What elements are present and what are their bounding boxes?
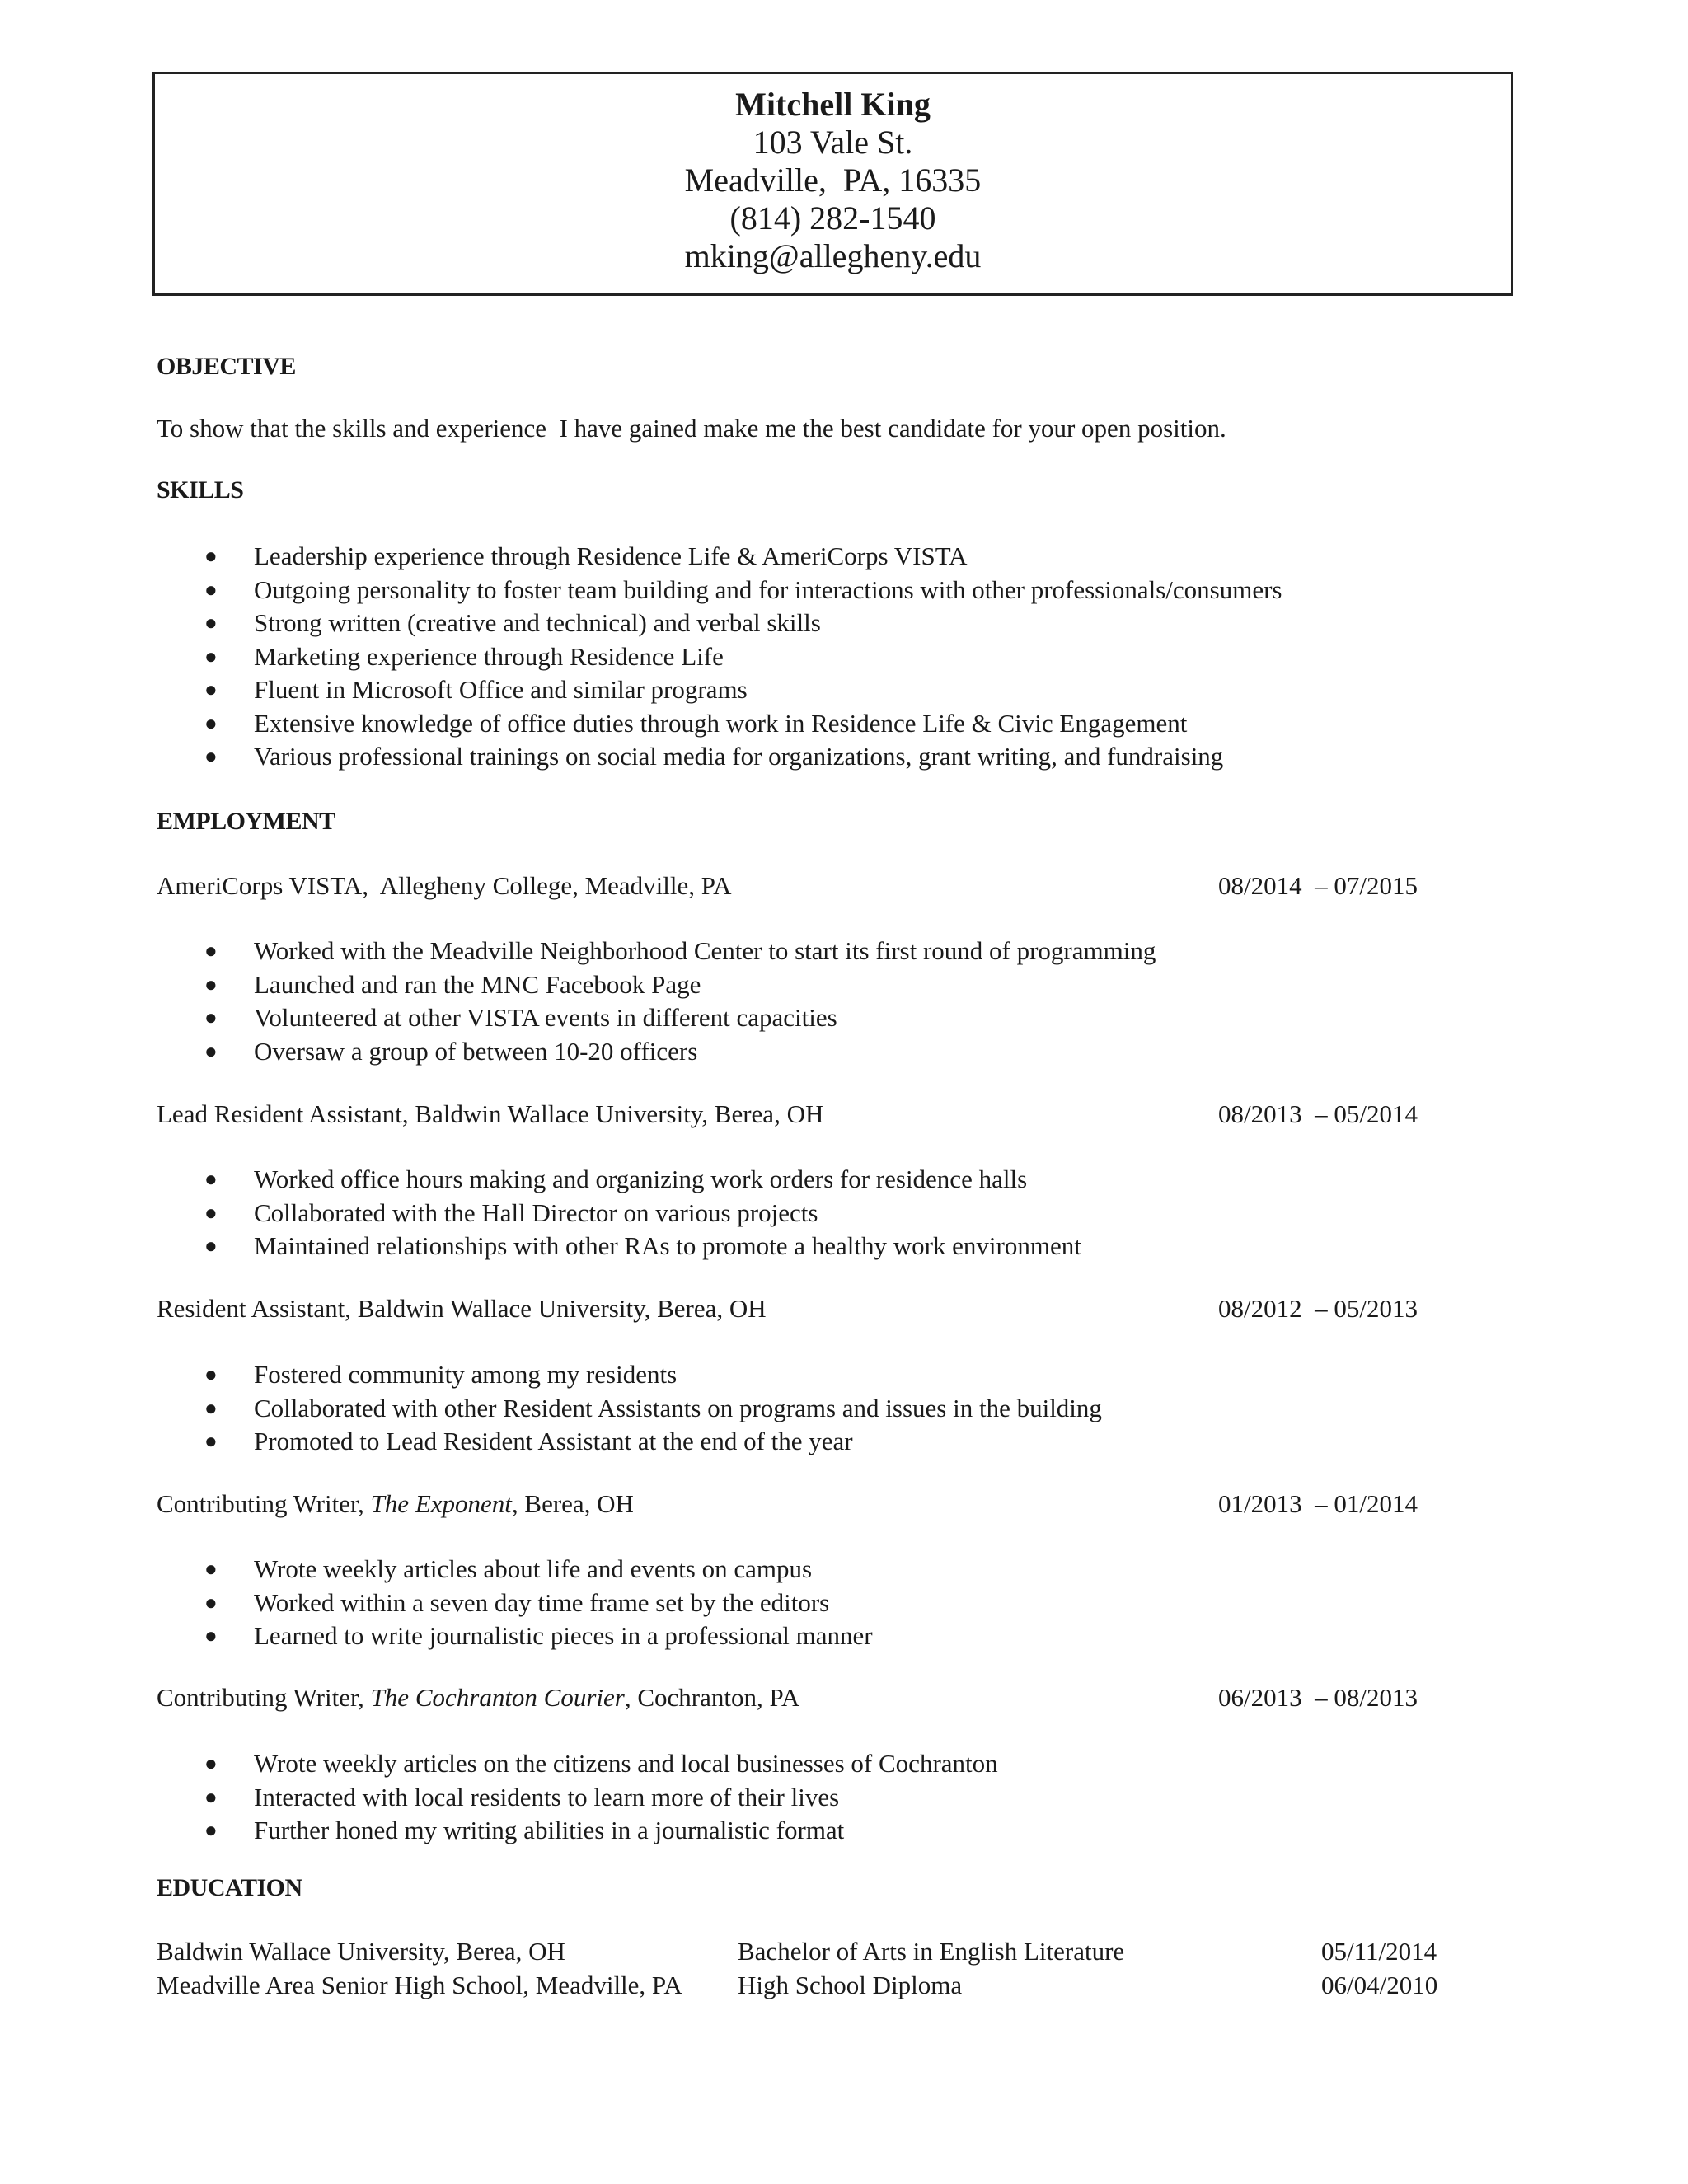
bullet-icon: ● [204,1590,218,1615]
list-item: ● Interacted with local residents to learn more of their lives [157,1781,998,1815]
degree-name: Bachelor of Arts in English Literature [738,1937,1125,1966]
list-item: ● Worked within a seven day time frame set by the editors [157,1586,873,1620]
bullet-icon: ● [204,577,218,602]
bullet-icon: ● [204,710,218,735]
bullet-icon: ● [204,1362,218,1386]
job-title: Contributing Writer, The Cochranton Courier, Cochranton, PA [157,1683,800,1712]
job-title: Contributing Writer, The Exponent, Berea, OH [157,1489,634,1518]
bullet-icon: ● [204,1818,218,1842]
email-address: mking@allegheny.edu [684,237,982,274]
bullet-icon: ● [204,677,218,701]
list-item: ● Extensive knowledge of office duties through work in Residence Life & Civic Engagement [157,707,1282,741]
publication-name: The Exponent [370,1489,512,1518]
list-item: ● Leadership experience through Residence Life & AmeriCorps VISTA [157,540,1282,574]
job-entry [157,1294,1434,1324]
contact-header [152,72,1513,296]
objective-heading: OBJECTIVE [157,353,296,380]
list-item: ● Learned to write journalistic pieces in a professional manner [157,1619,873,1653]
list-item: ● Worked with the Meadville Neighborhood Center to start its first round of programming [157,935,1156,968]
graduation-date: 06/04/2010 [1321,1971,1438,1999]
bullet-icon: ● [204,1395,218,1420]
bullet-icon: ● [204,1751,218,1775]
list-item: ● Maintained relationships with other RAs to promote a healthy work environment [157,1230,1081,1263]
job-bullets [157,1358,1102,1459]
bullet-icon: ● [204,1429,218,1453]
graduation-date: 05/11/2014 [1321,1937,1437,1966]
bullet-icon: ● [204,1624,218,1647]
list-item: ● Various professional trainings on social media for organizations, grant writing, and fundraising [157,740,1282,774]
bullet-icon: ● [204,611,218,635]
job-entry [157,1099,1434,1129]
list-item: ● Fostered community among my residents [157,1358,1102,1392]
skills-list [157,540,1282,774]
list-item: ● Oversaw a group of between 10-20 officers [157,1035,1156,1069]
list-item: ● Promoted to Lead Resident Assistant at the end of the year [157,1425,1102,1459]
bullet-icon: ● [204,1557,218,1581]
job-dates: 06/2013 – 08/2013 [1218,1683,1418,1712]
job-bullets [157,935,1156,1068]
bullet-icon: ● [204,544,218,568]
list-item: ● Wrote weekly articles about life and events on campus [157,1553,873,1586]
phone-number: (814) 282-1540 [729,199,936,237]
bullet-icon: ● [204,1005,218,1029]
bullet-icon: ● [204,1234,218,1258]
list-item: ● Fluent in Microsoft Office and similar programs [157,673,1282,707]
applicant-name: Mitchell King [735,86,931,123]
list-item: ● Collaborated with the Hall Director on various projects [157,1197,1081,1230]
list-item: ● Volunteered at other VISTA events in different capacities [157,1001,1156,1035]
list-item: ● Further honed my writing abilities in a journalistic format [157,1814,998,1848]
bullet-icon: ● [204,972,218,996]
education-heading: EDUCATION [157,1874,302,1901]
job-entry [157,871,1434,901]
job-bullets [157,1163,1081,1263]
city-state-zip: Meadville, PA, 16335 [684,162,982,199]
job-dates: 01/2013 – 01/2014 [1218,1489,1418,1518]
objective-text: To show that the skills and experience I have gained make me the best candidate for your open position. [157,414,1226,443]
bullet-icon: ● [204,1784,218,1809]
list-item: ● Marketing experience through Residence Life [157,640,1282,674]
skills-heading: SKILLS [157,476,244,504]
bullet-icon: ● [204,1038,218,1063]
bullet-icon: ● [204,744,218,768]
list-item: ● Outgoing personality to foster team building and for interactions with other professionals/consumers [157,574,1282,607]
job-dates: 08/2013 – 05/2014 [1218,1099,1418,1128]
job-dates: 08/2014 – 07/2015 [1218,871,1418,900]
list-item: ● Worked office hours making and organizing work orders for residence halls [157,1163,1081,1197]
job-dates: 08/2012 – 05/2013 [1218,1294,1418,1323]
job-entry [157,1683,1434,1713]
job-title: Lead Resident Assistant, Baldwin Wallace University, Berea, OH [157,1099,824,1128]
list-item: ● Wrote weekly articles on the citizens and local businesses of Cochranton [157,1747,998,1781]
job-bullets [157,1747,998,1848]
job-title: AmeriCorps VISTA, Allegheny College, Meadville, PA [157,871,732,900]
degree-name: High School Diploma [738,1971,963,1999]
list-item: ● Collaborated with other Resident Assistants on programs and issues in the building [157,1392,1102,1426]
job-title: Resident Assistant, Baldwin Wallace University, Berea, OH [157,1294,767,1323]
bullet-icon: ● [204,939,218,963]
employment-heading: EMPLOYMENT [157,808,335,835]
list-item: ● Launched and ran the MNC Facebook Page [157,968,1156,1002]
bullet-icon: ● [204,1200,218,1225]
bullet-icon: ● [204,644,218,668]
school-name: Baldwin Wallace University, Berea, OH [157,1937,565,1966]
job-entry [157,1489,1434,1519]
bullet-icon: ● [204,1167,218,1191]
publication-name: The Cochranton Courier [370,1683,625,1712]
list-item: ● Strong written (creative and technical) and verbal skills [157,607,1282,640]
school-name: Meadville Area Senior High School, Meadville, PA [157,1971,682,1999]
job-bullets [157,1553,873,1653]
street-address: 103 Vale St. [753,124,913,161]
